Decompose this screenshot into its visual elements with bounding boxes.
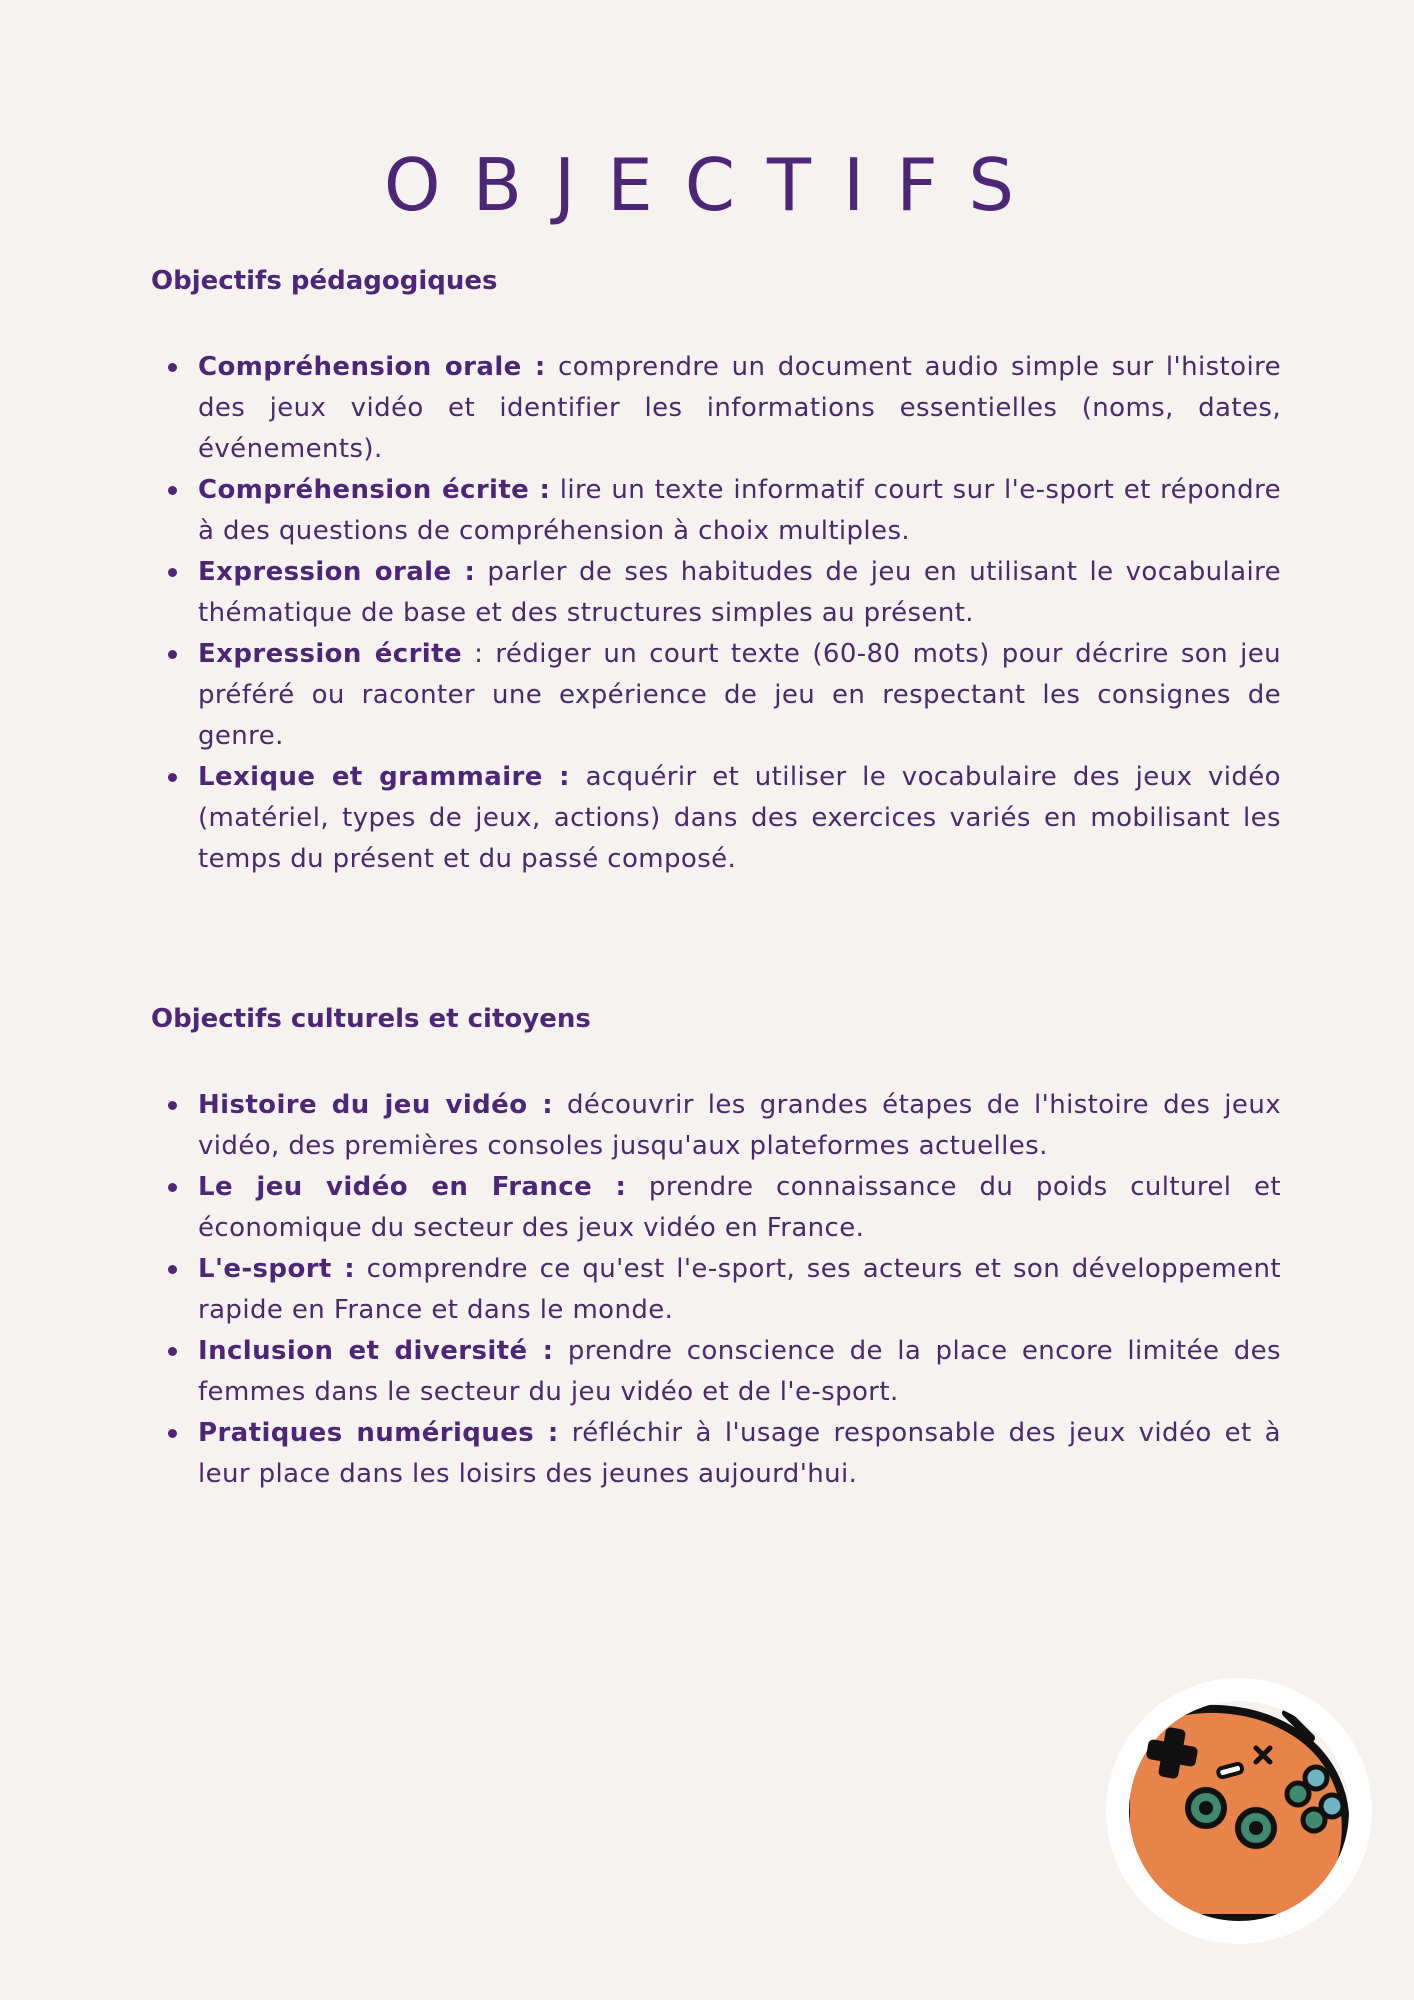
list-item	[151, 1249, 1281, 1331]
list-item	[151, 552, 1281, 634]
objective-text: comprendre ce qu'est l'e-sport, ses acteurs et son développement rapide en France et dans le monde.	[198, 1254, 1281, 1325]
objective-term: Compréhension orale :	[198, 352, 546, 382]
objective-term: Expression écrite	[198, 639, 462, 669]
objectives-list	[151, 1085, 1281, 1495]
objective-text: découvrir les grandes étapes de l'histoire des jeux vidéo, des premières consoles jusqu'aux plateformes actuelles.	[198, 1090, 1281, 1161]
objective-text: acquérir et utiliser le vocabulaire des jeux vidéo (matériel, types de jeux, actions) dans des exercices variés en mobilisant les temps du présent et du passé composé.	[198, 762, 1281, 874]
game-controller-icon	[1106, 1678, 1372, 1944]
section-pedagogical-objectives	[151, 262, 1281, 880]
section-heading: Objectifs pédagogiques	[151, 266, 498, 296]
objective-term: Histoire du jeu vidéo :	[198, 1090, 554, 1120]
objective-term: Lexique et grammaire :	[198, 762, 570, 792]
list-item	[151, 1167, 1281, 1249]
page-title: OBJECTIFS	[383, 143, 1047, 227]
list-item	[151, 1413, 1281, 1495]
objective-text: parler de ses habitudes de jeu en utilisant le vocabulaire thématique de base et des structures simples au présent.	[198, 557, 1281, 628]
objective-text: lire un texte informatif court sur l'e-sport et répondre à des questions de compréhension à choix multiples.	[198, 475, 1281, 546]
objective-term: Pratiques numériques :	[198, 1418, 559, 1448]
list-item	[151, 1331, 1281, 1413]
objectives-list	[151, 347, 1281, 880]
section-cultural-objectives	[151, 1000, 1281, 1495]
objective-text: prendre connaissance du poids culturel et économique du secteur des jeux vidéo en France.	[198, 1172, 1281, 1243]
objective-text: prendre conscience de la place encore limitée des femmes dans le secteur du jeu vidéo et de l'e-sport.	[198, 1336, 1281, 1407]
objective-term: L'e-sport :	[198, 1254, 355, 1284]
list-item	[151, 470, 1281, 552]
objective-term: Expression orale :	[198, 557, 476, 587]
objective-term: Le jeu vidéo en France :	[198, 1172, 627, 1202]
objective-text: : rédiger un court texte (60-80 mots) pour décrire son jeu préféré ou raconter une expérience de jeu en respectant les consignes de genre.	[198, 639, 1282, 751]
objective-text: réfléchir à l'usage responsable des jeux vidéo et à leur place dans les loisirs des jeunes aujourd'hui.	[198, 1418, 1282, 1489]
list-item	[151, 634, 1281, 757]
section-heading: Objectifs culturels et citoyens	[151, 1004, 591, 1034]
objective-term: Compréhension écrite :	[198, 475, 551, 505]
objective-text: comprendre un document audio simple sur l'histoire des jeux vidéo et identifier les informations essentielles (noms, dates, événements).	[198, 352, 1281, 464]
objective-term: Inclusion et diversité :	[198, 1336, 554, 1366]
list-item	[151, 347, 1281, 470]
list-item	[151, 757, 1281, 880]
list-item	[151, 1085, 1281, 1167]
